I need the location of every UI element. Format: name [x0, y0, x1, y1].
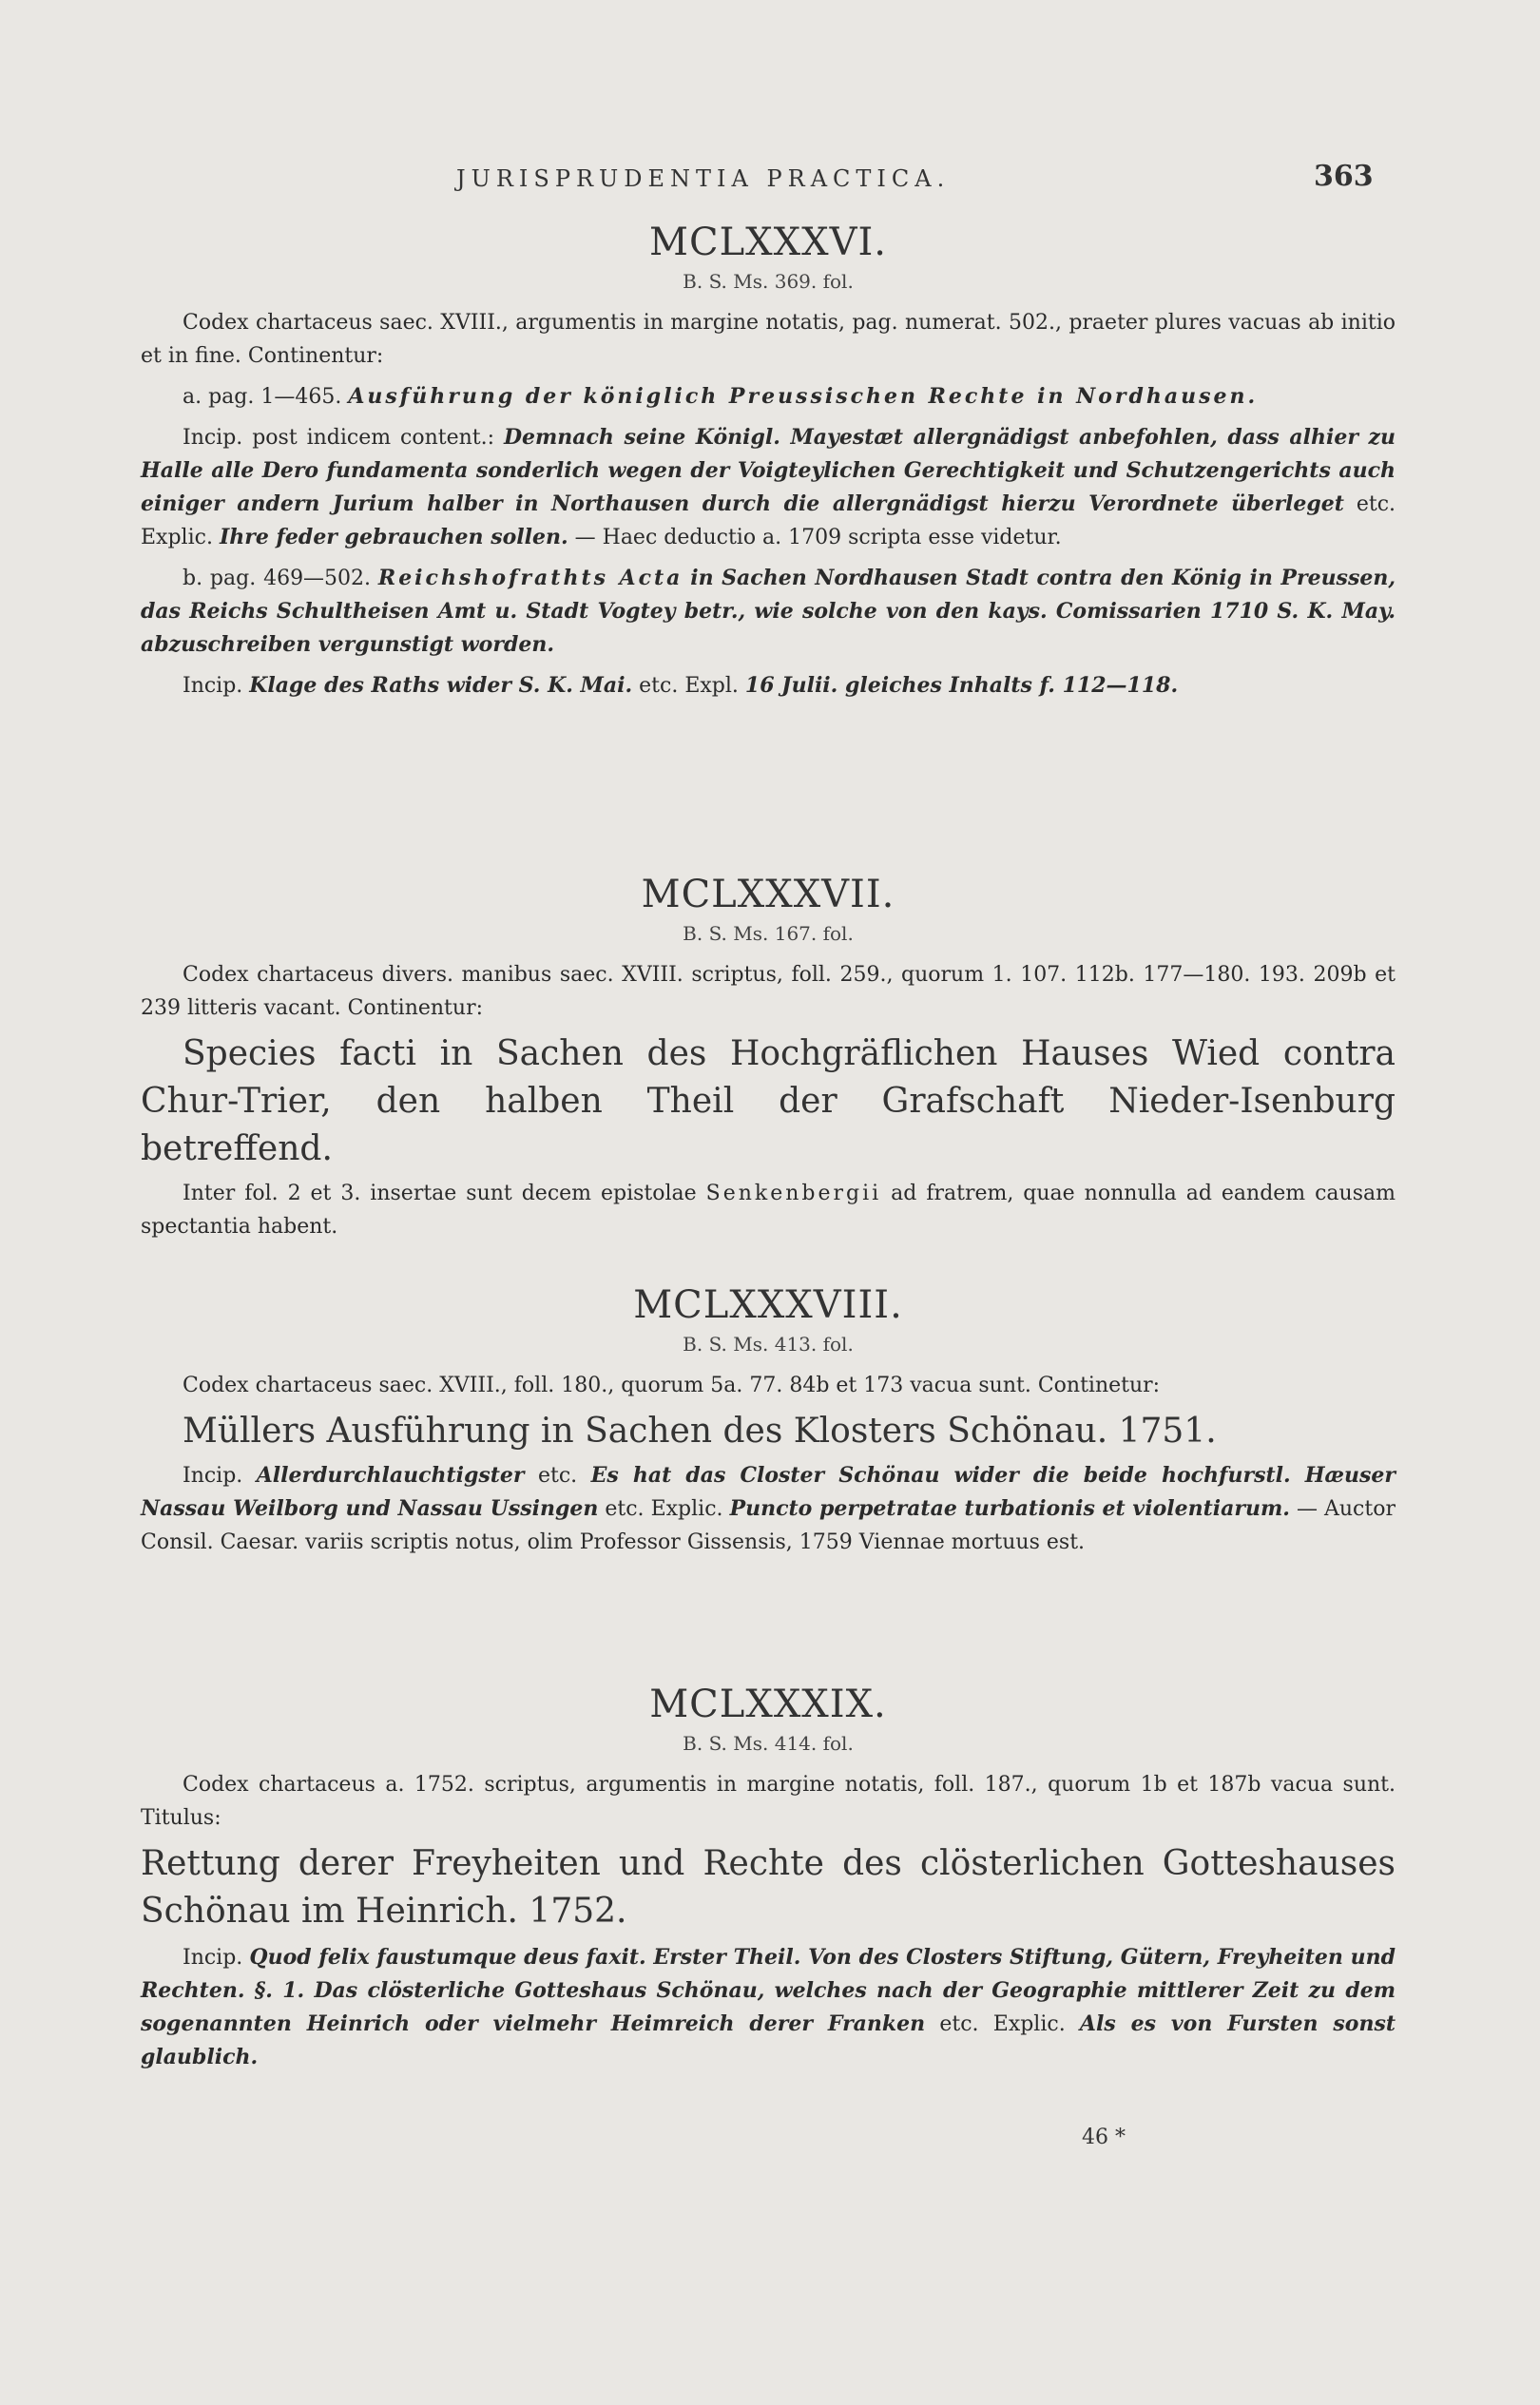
incipit: Incip. Quod felix faustumque deus faxit. Erster Theil. Von des Closters Stiftung, Gütern, Freyheiten und Rechten. §. 1. Das clösterliche Gotteshaus Schönau, welches nach der Geographie mittlerer Zeit zu dem sogenannten Heinrich oder vielmehr Heimreich derer Franken etc. Explic. Als es von Fursten sonst glaublich. [141, 1945, 1396, 2069]
incipit: Incip. Allerdurchlauchtigster etc. Es hat das Closter Schönau wider die beide hochfurstl. Hæuser Nassau Weilborg und Nassau Ussingen etc. Explic. Puncto perpetratae turbationis et violentiarum. — Auctor Consil. Caesar. variis scriptis notus, olim Professor Gissensis, 1759 Viennae mortuus est. [141, 1463, 1396, 1554]
entry-mclxxxix [141, 1683, 1396, 2074]
content-b: b. pag. 469—502. Reichshofrathts Acta in Sachen Nordhausen Stadt contra den König in Preussen, das Reichs Schultheisen Amt u. Stadt Vogtey betr., wie solche von den kays. Comissarien 1710 S. K. May. abzuschreiben vergunstigt worden. [141, 566, 1396, 657]
entry-mclxxxvi [141, 221, 1396, 702]
entry-number: MCLXXXIX. [649, 1683, 887, 1726]
incipit: Incip. post indicem content.: Demnach seine Königl. Mayestæt allergnädigst anbefohlen, dass alhier zu Halle alle Dero fundamenta sonderlich wegen der Voigteylichen Gerechtigkeit und Schutzengerichts auch einiger andern Jurium halber in Northausen durch die allergnädigst hierzu Verordnete überleget etc. Explic. Ihre feder gebrauchen sollen. — Haec deductio a. 1709 scripta esse videtur. [141, 425, 1396, 549]
entry-mclxxxviii [141, 1283, 1396, 1559]
manuscript-title: Müllers Ausführung in Sachen des Klosters Schönau. 1751. [183, 1412, 1217, 1451]
entry-number: MCLXXXVI. [649, 221, 887, 264]
signature-mark: 46 * [1082, 2126, 1126, 2149]
entry-number: MCLXXXVIII. [633, 1283, 903, 1327]
running-title: JURISPRUDENTIA PRACTICA. [456, 165, 951, 192]
page-number: 363 [1314, 160, 1374, 193]
shelfmark: B. S. Ms. 369. fol. [683, 270, 854, 293]
manuscript-title: Species facti in Sachen des Hochgräflichen Hauses Wied contra Chur-Trier, den halben Theil der Grafschaft Nieder-Isenburg betreffend. [141, 1034, 1396, 1168]
shelfmark: B. S. Ms. 167. fol. [683, 922, 854, 945]
content-a: a. pag. 1—465. Ausführung der königlich Preussischen Rechte in Nordhausen. [183, 384, 1259, 409]
entry-mclxxxvii [141, 873, 1396, 1243]
description: Codex chartaceus a. 1752. scriptus, argumentis in margine notatis, foll. 187., quorum 1b et 187b vacua sunt. Titulus: [141, 1773, 1396, 1830]
description: Codex chartaceus divers. manibus saec. XVIII. scriptus, foll. 259., quorum 1. 107. 112b. 177—180. 193. 209b et 239 litteris vacant. Continentur: [141, 963, 1396, 1020]
description: Codex chartaceus saec. XVIII., argumentis in margine notatis, pag. numerat. 502., praeter plures vacuas ab initio et in fine. Continentur: [141, 311, 1396, 368]
shelfmark: B. S. Ms. 413. fol. [683, 1333, 854, 1356]
page-header [0, 160, 1540, 198]
entry-number: MCLXXXVII. [641, 873, 895, 916]
description: Codex chartaceus saec. XVIII., foll. 180., quorum 5a. 77. 84b et 173 vacua sunt. Continetur: [183, 1374, 1161, 1397]
content-a-title: Ausführung der königlich Preussischen Rechte in Nordhausen. [348, 384, 1259, 409]
manuscript-title: Rettung derer Freyheiten und Rechte des clösterlichen Gotteshauses Schönau im Heinrich. 1752. [141, 1844, 1396, 1931]
note: Inter fol. 2 et 3. insertae sunt decem epistolae Senkenbergii ad fratrem, quae nonnulla ad eandem causam spectantia habent. [141, 1182, 1396, 1239]
incipit-b: Incip. Klage des Raths wider S. K. Mai. etc. Expl. 16 Julii. gleiches Inhalts f. 112—118. [183, 673, 1179, 698]
shelfmark: B. S. Ms. 414. fol. [683, 1732, 854, 1755]
